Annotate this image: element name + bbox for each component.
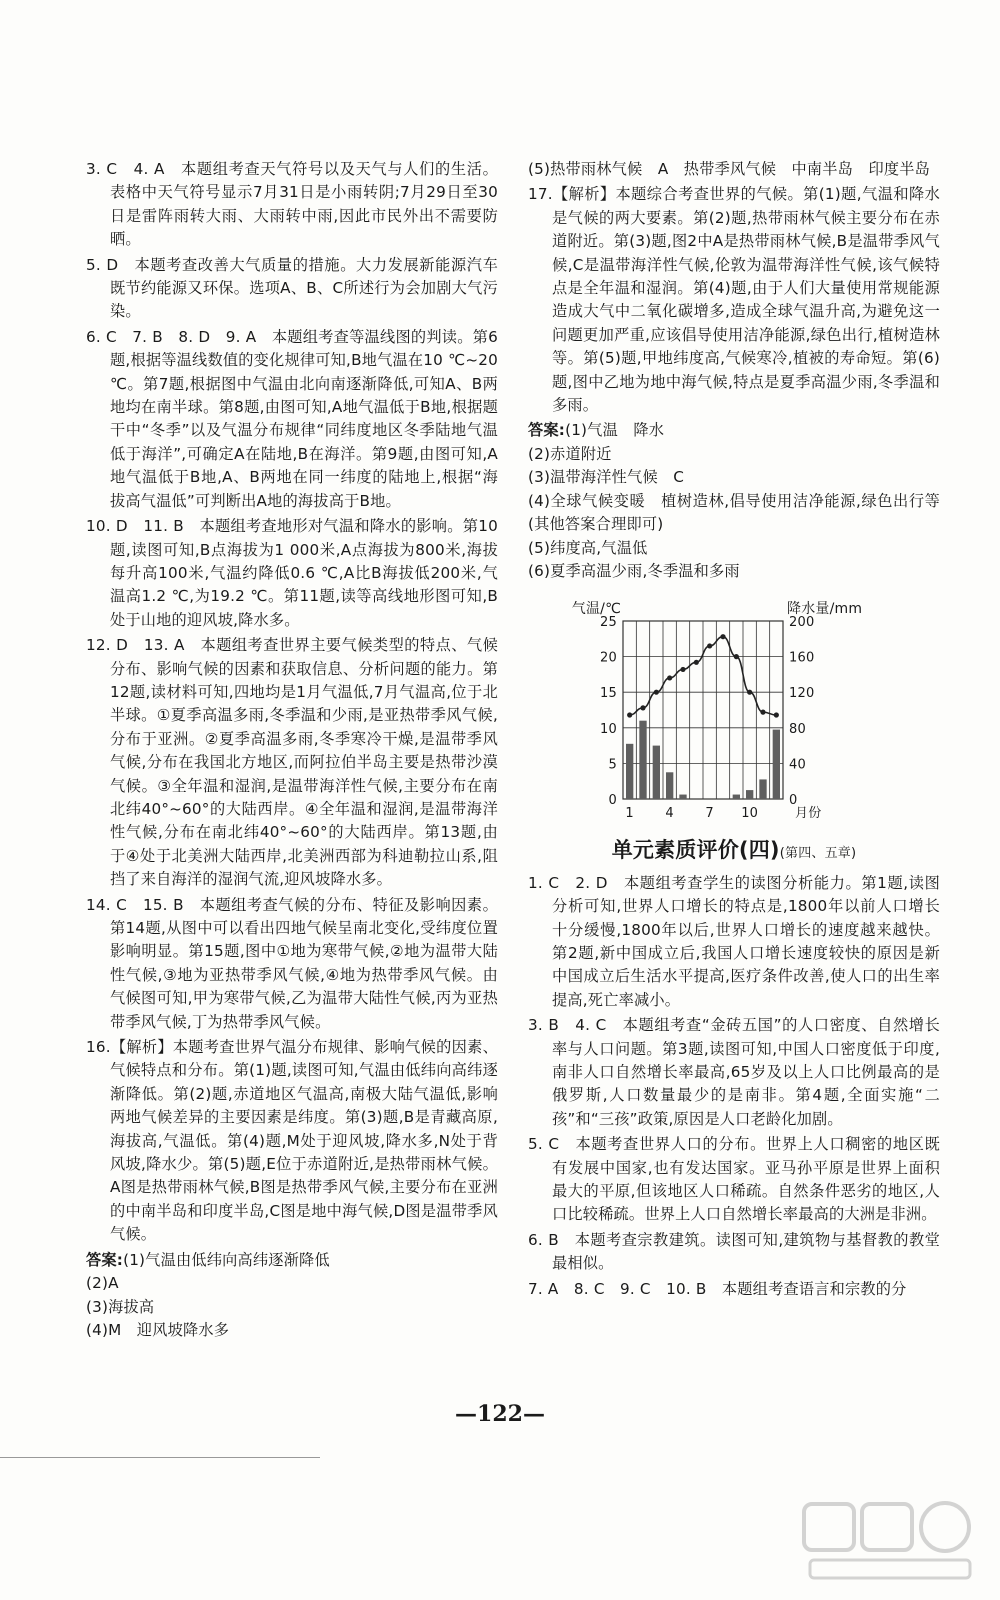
watermark-logo bbox=[800, 1498, 980, 1588]
question-item-q6: 6. C 7. B 8. D 9. A 本题组考查等温线图的判读。第6题,根据等温线数值的变化规律可知,B地气温在10 ℃~20 ℃。第7题,根据图中气温由北向南逐渐降低,可知A、B两地均在南半球。第8题,由图可知,A地气温低于B地,根据题干中“冬季”以及气温分布规律“同纬度地区冬季陆地气温低于海洋”,可确定A在陆地,B在海洋。第9题,由图可知,A地气温低于B地,A、B两地在同一纬度的陆地上,根据“海拔高气温低”可判断出A地的海拔高于B地。 bbox=[86, 327, 498, 510]
right-tick-label: 80 bbox=[789, 722, 806, 738]
precip-bar-3 bbox=[653, 746, 660, 799]
temp-point-11 bbox=[760, 710, 765, 715]
temp-point-7 bbox=[707, 644, 712, 649]
question-item-q16: 16.【解析】本题考查世界气温分布规律、影响气候的因素、气候特点和分布。第(1)题,读图可知,气温由低纬向高纬逐渐降低。第(2)题,赤道地区气温高,南极大陆气温低,影响两地气候差异的主要因素是纬度。第(3)题,B是青藏高原,海拔高,气温低。第(4)题,M处于迎风坡,降水多,N处于背风坡,降水少。第(5)题,E位于赤道附近,是热带雨林气候。A图是热带雨林气候,B图是热带季风气候,主要分布在亚洲的中南半岛和印度半岛,C图是地中海气候,D图是温带季风气候。 bbox=[86, 1038, 498, 1244]
right-question-list bbox=[528, 158, 940, 417]
answer-line: (5)纬度高,气温低 bbox=[528, 538, 648, 557]
answer-line: (2)赤道附近 bbox=[528, 444, 612, 463]
temp-point-4 bbox=[667, 676, 672, 681]
answer-label: 答案: bbox=[528, 421, 566, 440]
right-tick-label: 120 bbox=[789, 686, 815, 702]
question-item-s5: 5. C 本题考查世界人口的分布。世界上人口稠密的地区既有发展中国家,也有发达国家。亚马孙平原是世界上面积最大的平原,但该地区人口稀疏。自然条件恶劣的地区,人口比较稀疏。世界上人口自然增长率最高的大洲是非洲。 bbox=[528, 1135, 940, 1224]
question-item-s7: 7. A 8. C 9. C 10. B 本题组考查语言和宗教的分 bbox=[528, 1279, 907, 1298]
answer-line: (1)气温 降水 bbox=[565, 421, 665, 440]
x-tick-label: 1 bbox=[625, 806, 634, 822]
left-tick-label: 10 bbox=[600, 722, 617, 738]
question-item-s6: 6. B 本题考查宗教建筑。读图可知,建筑物与基督教的教堂最相似。 bbox=[528, 1230, 940, 1273]
left-tick-label: 0 bbox=[608, 793, 617, 809]
precip-bar-9 bbox=[733, 795, 740, 799]
question-item-q17: 17.【解析】本题综合考查世界的气候。第(1)题,气温和降水是气候的两大要素。第(2)题,热带雨林气候主要分布在赤道附近。第(3)题,图2中A是热带雨林气候,B是温带季风气候,C是温带海洋性气候,伦敦为温带海洋性气候,该气候特点是全年温和湿润。第(4)题,由于人们大量使用常规能源造成大气中二氧化碳增多,造成全球气温升高,为避免这一问题更加严重,应该倡导使用洁净能源,绿色出行,植树造林等。第(5)题,甲地纬度高,气候寒冷,植被的寿命短。第(6)题,图中乙地为地中海气候,特点是夏季高温少雨,冬季温和多雨。 bbox=[528, 185, 940, 415]
answer-line: (3)海拔高 bbox=[86, 1297, 155, 1316]
precip-bar-5 bbox=[679, 795, 686, 799]
x-axis-label: 月份 bbox=[795, 806, 822, 822]
question-item-q14: 14. C 15. B 本题组考查气候的分布、特征及影响因素。第14题,从图中可以看出四地气候呈南北变化,受纬度位置影响明显。第15题,图中①地为寒带气候,②地为温带大陆性气候,③地为亚热带季风气候,④地为热带季风气候。由气候图可知,甲为寒带气候,乙为温带大陆性气候,丙为亚热带季风气候,丁为热带季风气候。 bbox=[86, 895, 498, 1031]
temp-point-10 bbox=[747, 690, 752, 695]
precip-bar-12 bbox=[773, 730, 780, 799]
answer-label: 答案: bbox=[86, 1250, 124, 1269]
section-title bbox=[528, 839, 940, 865]
temp-point-2 bbox=[640, 706, 645, 711]
answer-line: (1)气温由低纬向高纬逐渐降低 bbox=[123, 1250, 330, 1269]
temp-point-6 bbox=[694, 660, 699, 665]
question-item-q10: 10. D 11. B 本题组考查地形对气温和降水的影响。第10题,读图可知,B点海拔为1 000米,A点海拔为800米,海拔每升高100米,气温约降低0.6 ℃,A比B海拔低200米,气温高1.2 ℃,为19.2 ℃。第11题,读等高线地形图可知,B处于山地的迎风坡,降水多。 bbox=[86, 517, 498, 629]
right-tick-label: 160 bbox=[789, 650, 815, 666]
right-tick-label: 200 bbox=[789, 615, 815, 631]
right-tick-label: 40 bbox=[789, 757, 806, 773]
question-item-q12: 12. D 13. A 本题组考查世界主要气候类型的特点、气候分布、影响气候的因素和获取信息、分析问题的能力。第12题,读材料可知,四地均是1月气温低,7月气温高,位于北半球。①夏季高温多雨,冬季温和少雨,是亚热带季风气候,分布于亚洲。②夏季高温多雨,冬季寒冷干燥,是温带季风气候,分布在我国北方地区,而阿拉伯半岛主要是热带沙漠气候。③全年温和湿润,是温带海洋性气候,主要分布在南北纬40°~60°的大陆西岸。④全年温和湿润,是温带海洋性气候,分布在南北纬40°~60°的大陆西岸。第13题,由于④处于北美洲大陆西岸,北美洲西部为科迪勒拉山系,阻挡了来自海洋的湿润气流,迎风坡降水多。 bbox=[86, 636, 498, 889]
temp-point-9 bbox=[734, 654, 739, 659]
temp-point-5 bbox=[680, 667, 685, 672]
left-answer-block bbox=[86, 1249, 498, 1343]
temp-point-12 bbox=[774, 713, 779, 718]
answer-line: (2)A bbox=[86, 1274, 119, 1293]
right-tick-label: 0 bbox=[789, 793, 798, 809]
question-item-q3: 3. C 4. A 本题组考查天气符号以及天气与人们的生活。表格中天气符号显示7月31日是小雨转阴;7月29日至30日是雷阵雨转大雨、大雨转中雨,因此市民外出不需要防晒。 bbox=[86, 160, 498, 249]
answer-line: (4)全球气候变暖 植树造林,倡导使用洁净能源,绿色出行等(其他答案合理即可) bbox=[528, 491, 940, 534]
section-subtitle: (第四、五章) bbox=[779, 846, 857, 862]
temp-point-3 bbox=[654, 690, 659, 695]
precip-bar-10 bbox=[746, 790, 753, 799]
left-column bbox=[86, 158, 498, 1344]
section-title-text: 单元素质评价(四) bbox=[611, 838, 780, 863]
answer-line: (6)夏季高温少雨,冬季温和多雨 bbox=[528, 561, 740, 580]
question-item-s1: 1. C 2. D 本题组考查学生的读图分析能力。第1题,读图分析可知,世界人口增长的特点是,1800年以前人口增长十分缓慢,1800年以后,世界人口增长的速度越来越快。第2题,新中国成立后,我国人口增长速度较快的原因是新中国成立后生活水平提高,医疗条件改善,使人口的出生率提高,死亡率减小。 bbox=[528, 873, 940, 1009]
right-axis-label: 降水量/mm bbox=[787, 601, 863, 618]
left-tick-label: 5 bbox=[608, 757, 617, 773]
left-question-list bbox=[86, 158, 498, 1247]
answer-line: (4)M 迎风坡降水多 bbox=[86, 1320, 230, 1339]
left-tick-label: 15 bbox=[600, 686, 617, 702]
precip-bar-2 bbox=[639, 721, 646, 799]
chart-labels bbox=[572, 600, 862, 821]
x-tick-label: 7 bbox=[705, 806, 714, 822]
precip-bar-4 bbox=[666, 773, 673, 800]
question-item-q5: 5. D 本题考查改善大气质量的措施。大力发展新能源汽车既节约能源又环保。选项A、B、C所述行为会加剧大气污染。 bbox=[86, 255, 498, 321]
climate-chart bbox=[528, 593, 940, 831]
answer-line: (3)温带海洋性气候 C bbox=[528, 468, 685, 487]
page-number: —122— bbox=[455, 1401, 545, 1427]
right-column bbox=[528, 158, 940, 1303]
precip-bar-1 bbox=[626, 744, 633, 799]
question-item-q16-5: (5)热带雨林气候 A 热带季风气候 中南半岛 印度半岛 bbox=[528, 160, 931, 178]
x-tick-label: 10 bbox=[741, 806, 759, 822]
left-axis-label: 气温/℃ bbox=[571, 601, 621, 618]
precip-bar-11 bbox=[759, 780, 766, 800]
temp-point-8 bbox=[720, 634, 725, 639]
left-tick-label: 20 bbox=[600, 650, 617, 666]
temp-point-1 bbox=[627, 713, 632, 718]
bottom-rule bbox=[0, 1457, 320, 1458]
right-answer-block bbox=[528, 419, 940, 583]
x-tick-label: 4 bbox=[665, 806, 674, 822]
section-question-list bbox=[528, 872, 940, 1301]
left-tick-label: 25 bbox=[600, 615, 617, 631]
question-item-s3: 3. B 4. C 本题组考查“金砖五国”的人口密度、自然增长率与人口问题。第3题,读图可知,中国人口密度低于印度,南非人口自然增长率最高,65岁及以上人口比例最高的是俄罗斯,人口数量最少的是南非。第4题,全面实施“二孩”和“三孩”政策,原因是人口老龄化加剧。 bbox=[528, 1016, 940, 1128]
